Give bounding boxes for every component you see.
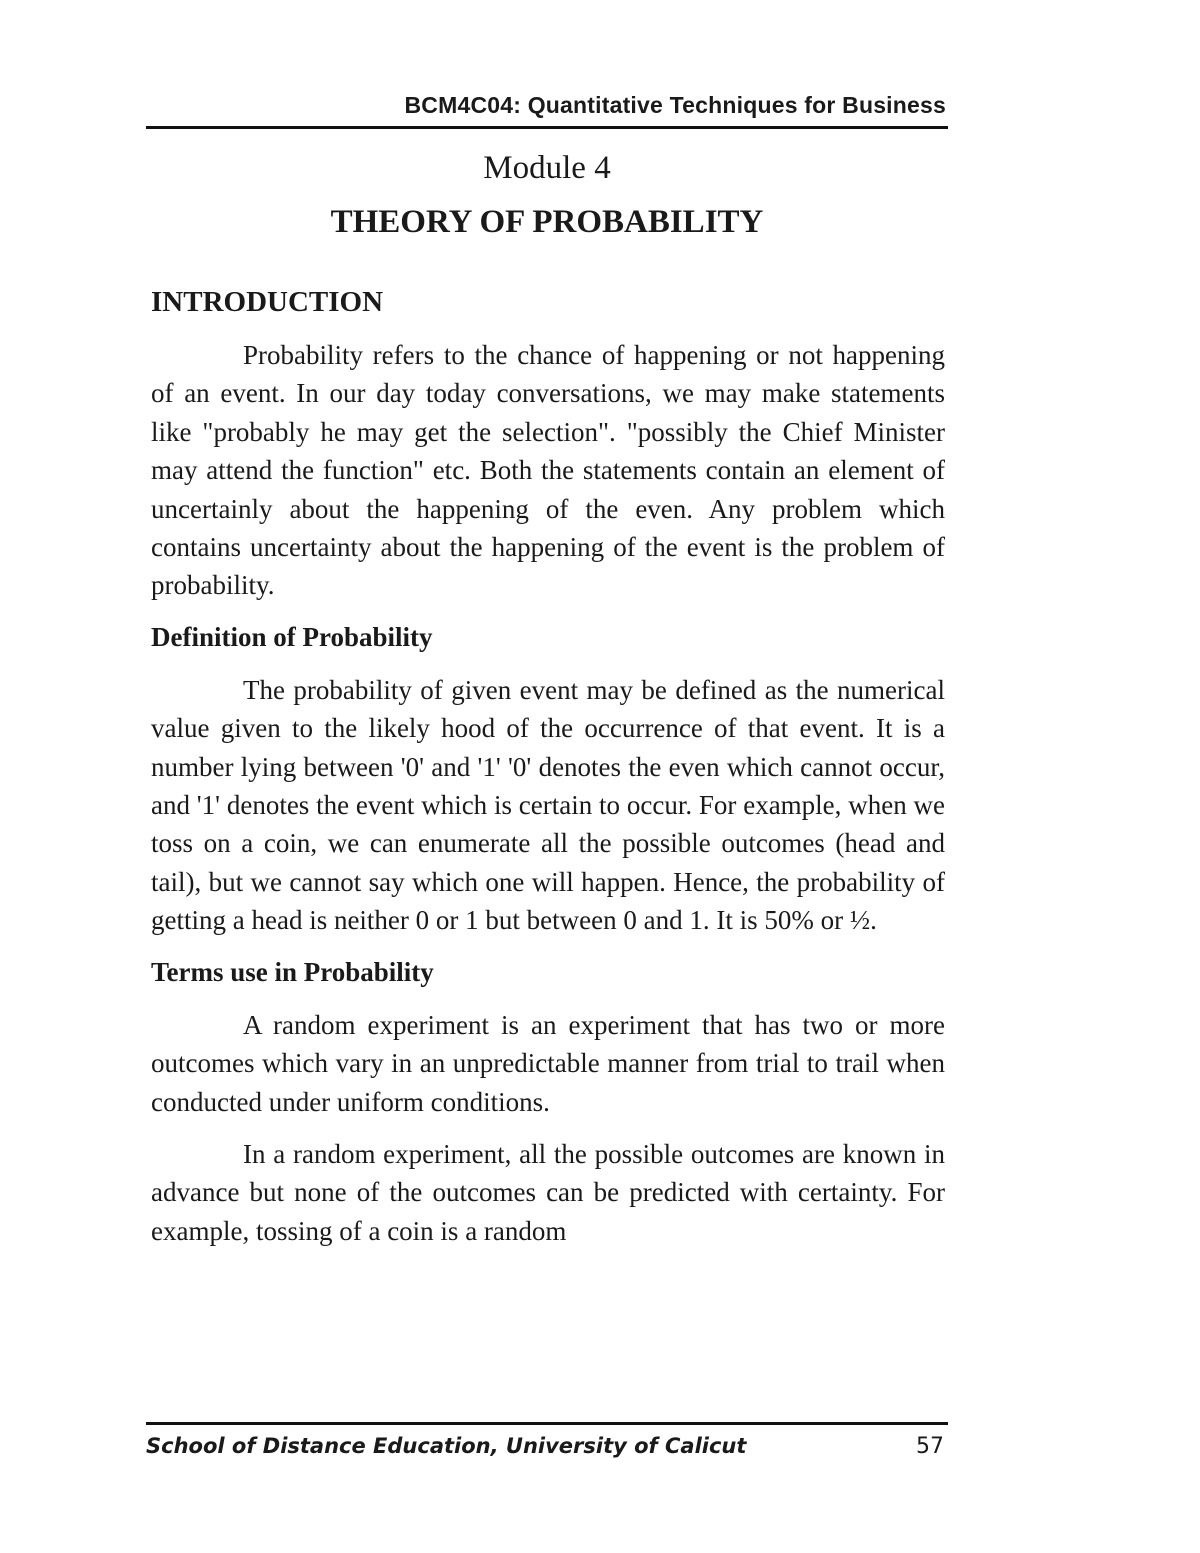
section-heading-introduction: INTRODUCTION [151,286,384,318]
running-header: BCM4C04: Quantitative Techniques for Business [404,92,946,118]
paragraph-definition: The probability of given event may be defined as the numerical value given to the likely hood of the occurrence of that event. It is a number lying between '0' and '1' '0' denotes the even which cannot occur, and '1' denotes the event which is certain to occur. For example, when we toss on a coin, we can enumerate all the possible outcomes (head and tail), but we cannot say which one will happen. Hence, the probability of getting a head is neither 0 or 1 but between 0 and 1. It is 50% or ½. [151,674,945,936]
module-number: Module 4 [483,150,611,186]
chapter-title: THEORY OF PROBABILITY [330,204,764,240]
page-number: 57 [916,1434,944,1459]
paragraph-random-experiment: A random experiment is an experiment that has two or more outcomes which vary in an unpredictable manner from trial to trail when conducted under uniform conditions. [151,1009,945,1117]
section-heading-definition: Definition of Probability [151,621,433,652]
header-rule [146,126,948,129]
footer-institution: School of Distance Education, University of Calicut [146,1434,747,1458]
section-heading-terms: Terms use in Probability [151,956,434,987]
paragraph-introduction: Probability refers to the chance of happening or not happening of an event. In our day today conversations, we may make statements like "probably he may get the selection". "possibly the Chief Minister may attend the function" etc. Both the statements contain an element of uncertainly about the happening of the even. Any problem which contains uncertainty about the happening of the event is the problem of probability. [151,340,945,601]
body-content [151,284,945,1264]
paragraph-outcomes: In a random experiment, all the possible outcomes are known in advance but none of the outcomes can be predicted with certainty. For example, tossing of a coin is a random [151,1138,945,1246]
footer-rule [146,1422,948,1425]
